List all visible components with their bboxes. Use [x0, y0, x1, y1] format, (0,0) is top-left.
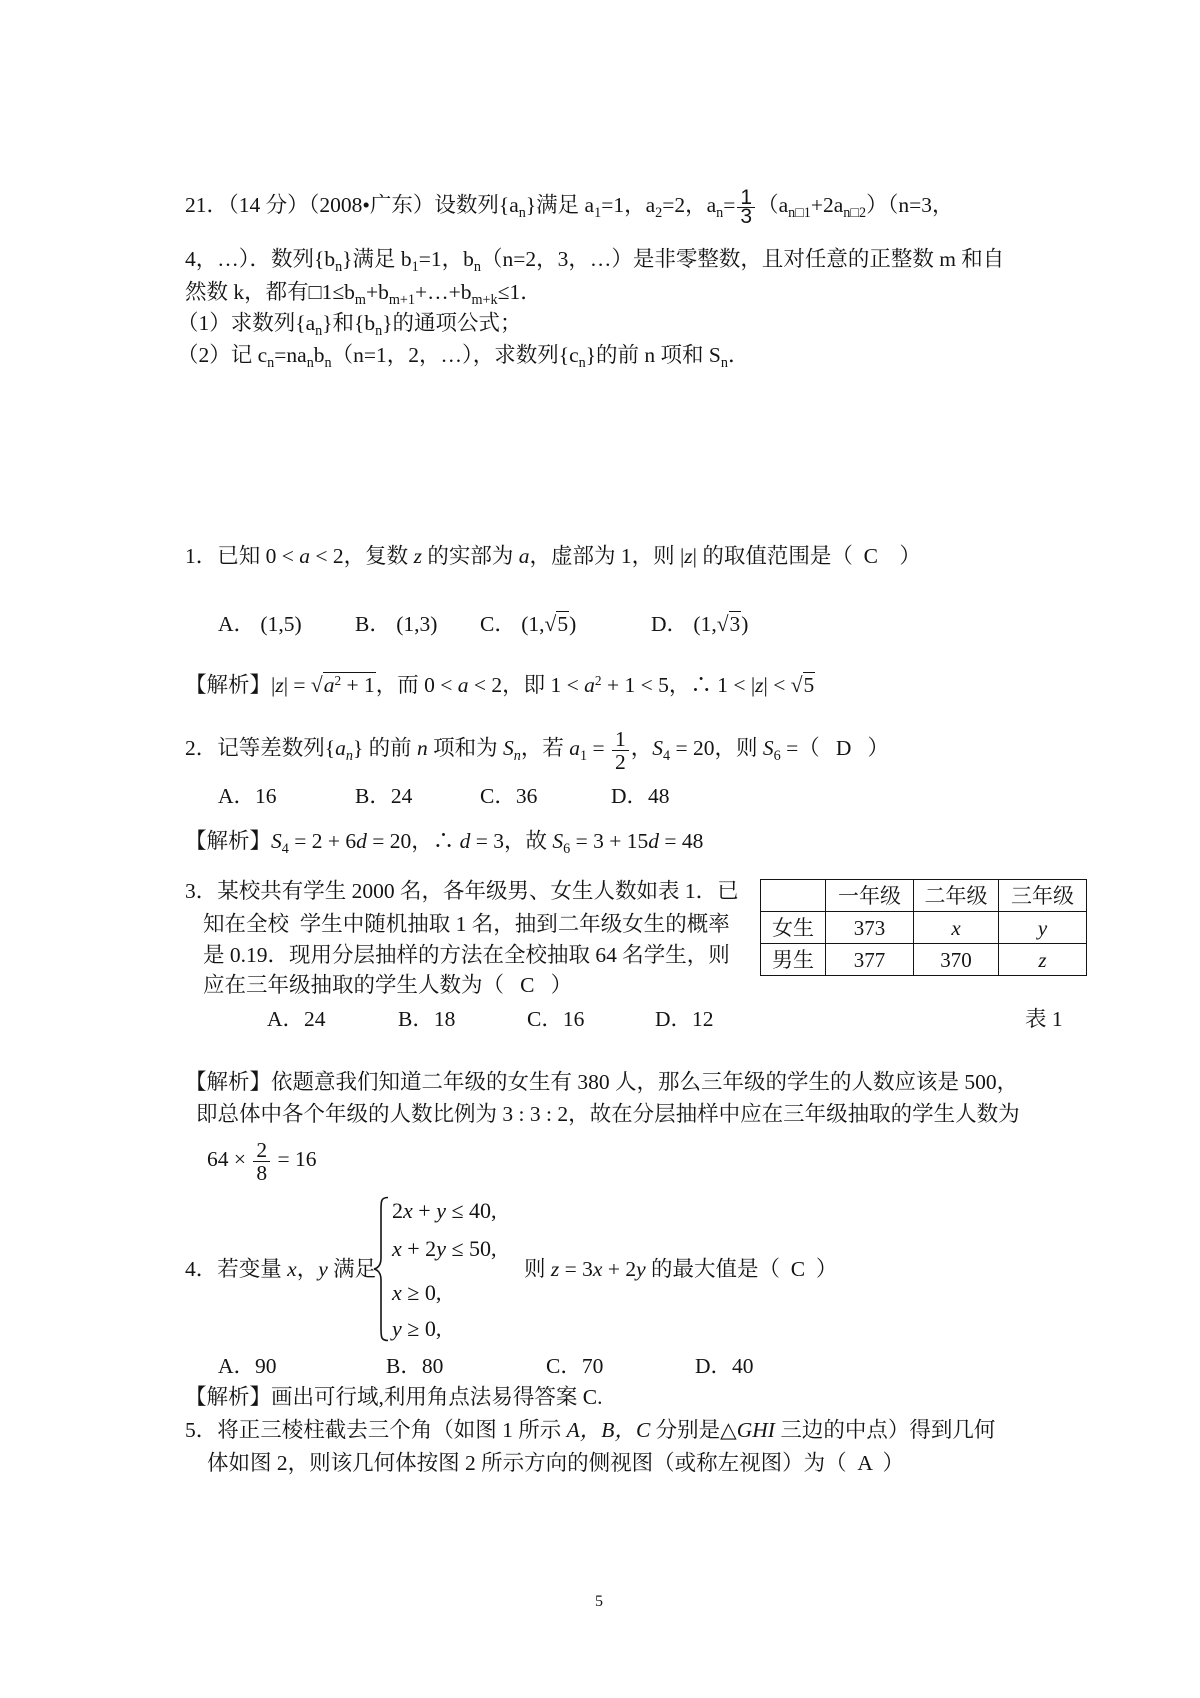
math-text: } — [352, 736, 364, 760]
math-text: + — [412, 1198, 437, 1223]
q4-option-d — [695, 1352, 754, 1380]
q3-option-a — [267, 1005, 326, 1033]
q2-option-c — [480, 782, 537, 810]
text-run: ， — [630, 736, 653, 760]
superscript: 2 — [594, 672, 602, 688]
text-run: ，若 — [520, 736, 570, 760]
subscript: m — [354, 291, 366, 308]
text-run: 然数 k，都有□1≤b — [185, 280, 355, 304]
subscript: n — [518, 204, 526, 221]
subscript: 6 — [563, 840, 571, 857]
text-run: 4，…）．数列{b — [185, 247, 336, 271]
text-run: ， — [579, 1418, 602, 1442]
subscript: 2 — [655, 204, 663, 221]
math-variable: a — [323, 673, 335, 697]
math-variable: a — [584, 673, 595, 697]
q1-stem — [185, 542, 921, 570]
table-caption: 表 1 — [1025, 1007, 1063, 1031]
option-label: A． — [218, 784, 256, 808]
subscript: n — [306, 354, 314, 371]
math-text: | = — [283, 673, 311, 697]
q2-option-d — [611, 782, 670, 810]
text-run: 1．已知 — [185, 544, 266, 568]
radicand: 3 — [729, 612, 741, 636]
table-row — [761, 944, 1087, 976]
math-text: = 3 — [559, 1257, 593, 1281]
q3-option-d — [655, 1005, 714, 1033]
subscript: n — [473, 258, 481, 275]
math-variable: y — [392, 1316, 402, 1341]
option-label: B． — [355, 784, 391, 808]
q21-part-2 — [177, 341, 749, 369]
option-value: 16 — [562, 1007, 585, 1031]
math-text: ≤ 40, — [445, 1198, 497, 1223]
text-run: =（ D ） — [780, 736, 890, 760]
table-header-cell: 二年级 — [914, 880, 999, 912]
math-variable: GHI — [736, 1418, 775, 1442]
option-value: (1, — [688, 612, 717, 636]
text-run: =na — [274, 343, 307, 367]
subscript: n — [315, 322, 323, 339]
table-cell: 377 — [826, 944, 914, 976]
subscript: 6 — [773, 747, 781, 764]
math-text: = 2 + 6 — [288, 829, 357, 853]
table-corner-cell — [761, 880, 826, 912]
table-cell: y — [999, 912, 1087, 944]
text-run: 的最大值是（ C ） — [645, 1257, 838, 1281]
text-run: ，虚部为 1，则 — [529, 544, 680, 568]
fraction-numerator: 1 — [612, 728, 629, 751]
option-value: 18 — [433, 1007, 456, 1031]
option-label: C． — [480, 784, 516, 808]
q2-stem — [185, 726, 890, 774]
constraint-row — [392, 1279, 441, 1307]
option-value: 16 — [255, 784, 277, 808]
option-label: B． — [355, 612, 391, 636]
subscript: n — [324, 354, 332, 371]
subscript: n□1 — [788, 204, 811, 221]
math-variable: z — [275, 673, 284, 697]
text-run: }满足 b — [342, 247, 412, 271]
table-row — [761, 912, 1087, 944]
text-run: 5．将正三棱柱截去三个角（如图 1 所示 — [185, 1418, 567, 1442]
option-value: 90 — [255, 1354, 277, 1378]
page-number: 5 — [595, 1593, 603, 1610]
math-variable: z — [755, 673, 764, 697]
q4-stem-end — [524, 1255, 837, 1283]
option-value: (1, — [515, 612, 545, 636]
math-variable: d — [648, 829, 660, 853]
text-run: }的前 n 项和 S — [585, 343, 721, 367]
math-variable: B — [601, 1418, 615, 1442]
math-variable: S — [271, 829, 282, 853]
table-cell: z — [999, 944, 1087, 976]
option-value: (1,3) — [390, 612, 438, 636]
math-text: = 48 — [659, 829, 704, 853]
table-row-label: 男生 — [761, 944, 826, 976]
q21-part-1 — [177, 309, 522, 337]
subscript: n — [720, 354, 728, 371]
text-run: + 1 < 5，∴ 1 < | — [601, 673, 756, 697]
text-run: 依题意我们知道二年级的女生有 380 人，那么三年级的学生的人数应该是 500， — [271, 1070, 1019, 1094]
q21-line-3 — [185, 278, 542, 306]
subscript: n — [345, 747, 353, 764]
text-run: 满足 — [327, 1257, 377, 1281]
q3-analysis-line-1 — [185, 1068, 1018, 1096]
text-run: = 20，则 — [670, 736, 763, 760]
option-value: 40 — [732, 1354, 754, 1378]
text-run: 2．记等差数列 — [185, 736, 325, 760]
text-run: （a — [757, 193, 789, 217]
text-run: ）（n=3， — [866, 193, 954, 217]
math-variable: d — [356, 829, 367, 853]
math-variable: C — [635, 1418, 651, 1442]
option-value: 48 — [648, 784, 670, 808]
radical-sign — [791, 673, 803, 697]
option-label: D． — [655, 1007, 693, 1031]
math-variable: A — [566, 1418, 580, 1442]
option-label: A． — [218, 612, 256, 636]
math-variable: x — [403, 1198, 413, 1223]
q4-stem-start — [185, 1255, 376, 1283]
abs-bar: | — [271, 673, 276, 697]
option-value: 80 — [421, 1354, 444, 1378]
analysis-tag: 【解析】 — [185, 673, 272, 697]
q2-analysis — [185, 827, 703, 855]
math-variable: a — [299, 544, 311, 568]
text-run: （2）记 c — [177, 343, 268, 367]
math-text: + 2 — [602, 1257, 637, 1281]
option-value: 24 — [304, 1007, 326, 1031]
math-text: = 20，∴ — [366, 829, 460, 853]
text-run: 即总体中各个年级的人数比例为 — [196, 1102, 503, 1126]
math-text: < 2 — [310, 544, 344, 568]
math-text: 64 × — [207, 1147, 252, 1171]
math-text: = — [587, 736, 611, 760]
math-text: = 16 — [272, 1147, 317, 1171]
text-run: }和{b — [322, 311, 376, 335]
radical-sign — [311, 673, 323, 697]
q3-stem-line-3: 是 0.19．现用分层抽样的方法在全校抽取 64 名学生，则 — [203, 943, 730, 967]
table-cell: 373 — [826, 912, 914, 944]
q3-option-c — [527, 1005, 584, 1033]
math-variable: x — [392, 1236, 402, 1261]
subscript: 4 — [663, 747, 671, 764]
subscript: 1 — [580, 747, 588, 764]
subscript: n — [335, 258, 343, 275]
math-variable: a — [569, 736, 581, 760]
abs-bar: | — [679, 544, 685, 568]
text-run: ，而 0 < — [375, 673, 458, 697]
text-run: =1，a — [601, 193, 656, 217]
text-run: }的通项公式； — [382, 311, 522, 335]
option-value: 36 — [515, 784, 538, 808]
subscript: 4 — [281, 840, 289, 857]
fraction-numerator: 2 — [253, 1139, 270, 1162]
math-text: + 1 — [341, 673, 375, 697]
q4-option-a — [218, 1352, 277, 1380]
math-variable: y — [436, 1198, 446, 1223]
math-variable: x — [287, 1257, 297, 1281]
math-text: | < — [763, 673, 791, 697]
option-label: C． — [527, 1007, 563, 1031]
option-label: C． — [480, 612, 516, 636]
option-value: 70 — [581, 1354, 604, 1378]
text-run: ， — [614, 1418, 636, 1442]
fraction — [737, 185, 755, 228]
radicand: 5 — [557, 612, 569, 636]
math-variable: y — [636, 1257, 646, 1281]
q4-analysis: 【解析】画出可行域,利用角点法易得答案 C. — [185, 1385, 603, 1409]
option-label: A． — [267, 1007, 305, 1031]
q21-line-2 — [185, 245, 1004, 273]
math-text: 2 — [392, 1198, 403, 1223]
math-variable: y — [436, 1236, 446, 1261]
q1-analysis — [185, 671, 815, 699]
math-text: ≥ 0, — [401, 1280, 442, 1305]
math-variable: x — [592, 1257, 603, 1281]
text-run: }满足 a — [525, 193, 595, 217]
text-run: ， — [296, 1257, 319, 1281]
constraint-row — [392, 1197, 497, 1225]
subscript: n — [716, 204, 724, 221]
math-text: ≤ 50, — [445, 1236, 497, 1261]
text-run: = — [723, 193, 736, 217]
option-label: C． — [546, 1354, 582, 1378]
text-run: =2，a — [662, 193, 717, 217]
text-run: ，故在分层抽样中应在三年级抽取的学生人数为 — [568, 1102, 1020, 1126]
math-variable: z — [550, 1257, 560, 1281]
q1-option-b — [355, 610, 437, 638]
q5-stem-line-1 — [185, 1416, 995, 1444]
math-variable: z — [413, 544, 422, 568]
q3-analysis-line-3 — [207, 1137, 317, 1185]
subscript: n□2 — [843, 204, 867, 221]
subscript: 1 — [594, 204, 602, 221]
text-run: 则 — [524, 1257, 551, 1281]
q3-stem-line-1: 3．某校共有学生 2000 名，各年级男、女生人数如表 1．已 — [185, 879, 739, 903]
subscript: n — [513, 747, 521, 764]
q2-option-a — [218, 782, 277, 810]
constraint-row — [392, 1315, 441, 1343]
math-variable: z — [684, 544, 693, 568]
text-run: 分别是△ — [650, 1418, 737, 1442]
text-run: ． — [727, 343, 750, 367]
subscript: 1 — [411, 258, 419, 275]
text-run: 21．（14 分）（2008•广东）设数列{a — [185, 193, 519, 217]
text-run: （n=1，2，…），求数列{c — [331, 343, 579, 367]
q1-option-d — [651, 610, 748, 638]
text-run: =1，b — [418, 247, 474, 271]
text-run: 4．若变量 — [185, 1257, 288, 1281]
analysis-tag: 【解析】 — [185, 829, 272, 853]
math-text: ≥ 0, — [401, 1316, 442, 1341]
subscript: n — [578, 354, 586, 371]
text-run: 的前 — [363, 736, 418, 760]
table-header-cell: 三年级 — [999, 880, 1087, 912]
radicand — [323, 672, 376, 697]
text-run: b — [313, 343, 325, 367]
math-text: 0 < — [265, 544, 300, 568]
text-run: （1）求数列{a — [177, 311, 316, 335]
q5-stem-line-2: 体如图 2，则该几何体按图 2 所示方向的侧视图（或称左视图）为（ A ） — [207, 1451, 904, 1475]
text-run: ≤1． — [497, 280, 542, 304]
fraction-denominator: 3 — [740, 204, 753, 228]
subscript: m+k — [471, 291, 498, 308]
radicand: 5 — [803, 673, 815, 697]
text-run: 的实部为 — [421, 544, 519, 568]
option-value: 12 — [692, 1007, 714, 1031]
option-label: D． — [695, 1354, 733, 1378]
option-value: 24 — [390, 784, 413, 808]
q3-stem-line-2: 知在全校 学生中随机抽取 1 名，抽到二年级女生的概率 — [203, 912, 730, 936]
math-variable: n — [417, 736, 428, 760]
math-variable: a — [457, 673, 469, 697]
math-text: { — [324, 736, 336, 760]
q21-line-1 — [185, 185, 954, 228]
fraction-denominator: 2 — [615, 749, 626, 774]
constraint-row — [392, 1235, 497, 1263]
q4-option-c — [546, 1352, 603, 1380]
subscript: m+1 — [388, 291, 415, 308]
q4-option-b — [386, 1352, 443, 1380]
table-header-cell: 一年级 — [826, 880, 914, 912]
math-text: + 2 — [401, 1236, 437, 1261]
text-run: < 2，即 1 < — [468, 673, 585, 697]
option-label: D． — [651, 612, 689, 636]
text-run: +…+b — [415, 280, 472, 304]
math-variable: S — [762, 736, 774, 760]
curly-brace — [372, 1196, 390, 1342]
option-label: B． — [398, 1007, 434, 1031]
option-value: ) — [741, 612, 749, 636]
text-run: +2a — [810, 193, 844, 217]
q1-option-a — [218, 610, 302, 638]
fraction-denominator: 8 — [256, 1160, 268, 1185]
analysis-tag: 【解析】 — [185, 1070, 272, 1094]
q3-option-b — [398, 1005, 455, 1033]
option-value: (1,5) — [255, 612, 302, 636]
q3-stem-line-4: 应在三年级抽取的学生人数为（ C ） — [203, 973, 573, 997]
subscript: n — [267, 354, 275, 371]
subscript: n — [375, 322, 383, 339]
option-label: B． — [386, 1354, 422, 1378]
text-run: ，复数 — [343, 544, 414, 568]
math-text: 3 : 3 : 2 — [502, 1102, 569, 1126]
math-text: = 3 + 15 — [570, 829, 649, 853]
option-label: D． — [611, 784, 649, 808]
math-variable: S — [652, 736, 664, 760]
text-run: 项和为 — [427, 736, 504, 760]
q2-option-b — [355, 782, 412, 810]
math-variable: y — [318, 1257, 328, 1281]
math-variable: d — [459, 829, 471, 853]
option-label: A． — [218, 1354, 256, 1378]
table-header-row — [761, 880, 1087, 912]
grade-gender-table — [760, 879, 1087, 976]
text-run: +b — [365, 280, 389, 304]
text-run: 三边的中点）得到几何 — [774, 1418, 996, 1442]
fraction — [612, 728, 629, 773]
math-variable: S — [503, 736, 514, 760]
q3-analysis-line-2 — [196, 1100, 1020, 1128]
math-text: = 3，故 — [470, 829, 553, 853]
table-cell: 370 — [914, 944, 999, 976]
abs-bar: | — [692, 544, 697, 568]
text-run: 的取值范围是（ C ） — [696, 544, 921, 568]
q1-option-c — [480, 610, 576, 638]
option-value: ) — [569, 612, 577, 636]
table-row-label: 女生 — [761, 912, 826, 944]
fraction-numerator: 1 — [737, 189, 755, 208]
superscript: 2 — [334, 672, 342, 688]
text-run: （n=2，3，…）是非零整数，且对任意的正整数 m 和自 — [480, 247, 1005, 271]
math-variable: a — [335, 736, 346, 760]
math-variable: x — [392, 1280, 402, 1305]
math-variable: a — [518, 544, 530, 568]
radical-sign — [545, 612, 557, 636]
table-cell: x — [914, 912, 999, 944]
math-variable: S — [552, 829, 564, 853]
radical-sign — [717, 612, 729, 636]
fraction — [253, 1139, 270, 1184]
